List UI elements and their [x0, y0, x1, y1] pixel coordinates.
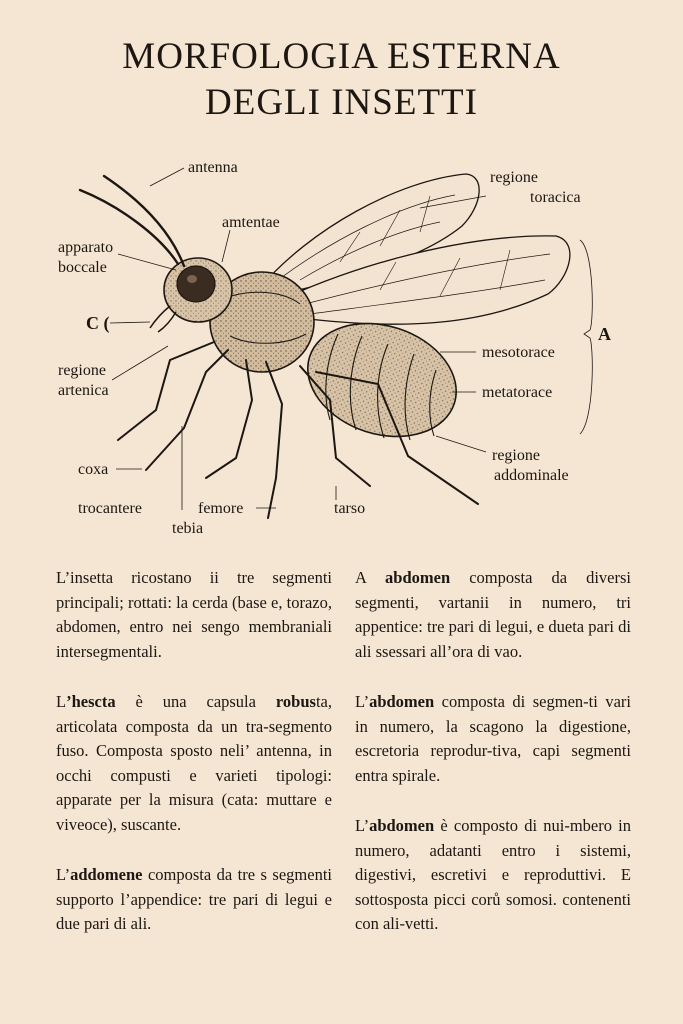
label-regione-toracica-2: toracica — [530, 189, 581, 206]
label-c: C ( — [86, 313, 110, 333]
right-paragraph-3: L’abdomen è composto di nui-mbero in numero, adatanti entro i sistemi, digestivi, escretivi e reproduttivi. E sottosposta picci corů somosi. contenenti con ali-vetti. — [355, 816, 631, 933]
label-regione-artenica-2: artenica — [58, 382, 109, 399]
label-tarso: tarso — [334, 500, 366, 517]
label-trocantere: trocantere — [78, 500, 142, 517]
page-title — [0, 34, 683, 126]
insect-illustration — [0, 150, 683, 540]
left-paragraph-1: L’insetta ricostano ii tre segmenti principali; rottati: la cerda (base e, torazo, abdomen, entro nei sengo membraniali intersegmentali. — [56, 568, 332, 661]
label-regione-artenica-1: regione — [58, 362, 106, 379]
label-boccale: boccale — [58, 259, 107, 276]
label-femore: femore — [198, 500, 244, 517]
label-amtentae: amtentae — [222, 214, 280, 231]
left-paragraph-2: L’hescta è una capsula robusta, articolata composta da un tra-segmento fuso. Composta sposto neli’ antenna, in occhi compusti e varieti tipologi: apparate per la misura (cata: muttare e viveoce), suscante. — [56, 692, 332, 834]
right-paragraph-2: L’abdomen composta di segmen-ti vari in numero, la scagono la digestione, escretoria reprodur-tiva, capi segmenti entra spirale. — [355, 692, 631, 785]
title-line-1: MORFOLOGIA ESTERNA — [122, 36, 561, 77]
left-paragraph-3: L’addomene composta da tre s segmenti supporto l’appendice: tre pari di legui e due pari di ali. — [56, 865, 332, 933]
label-regione-addominale-2: addominale — [494, 467, 569, 484]
label-tebia: tebia — [172, 520, 204, 537]
label-coxa: coxa — [78, 461, 109, 478]
label-mesotorace: mesotorace — [482, 344, 555, 361]
label-a: A — [598, 324, 611, 344]
text-column-left — [56, 566, 332, 963]
right-paragraph-1: A abdomen composta da diversi segmenti, vartanii in numero, tri appentice: tre pari di legui, e dueta pari di ali ssessari all’ora di vao. — [355, 568, 631, 661]
label-regione-toracica-1: regione — [490, 169, 538, 186]
text-column-right — [355, 566, 631, 963]
label-regione-addominale-1: regione — [492, 447, 540, 464]
label-apparato: apparato — [58, 239, 114, 256]
label-antenna: antenna — [188, 159, 238, 176]
abdomen — [293, 305, 471, 455]
label-metatorace: metatorace — [482, 384, 553, 401]
title-line-2: DEGLI INSETTI — [205, 82, 478, 123]
